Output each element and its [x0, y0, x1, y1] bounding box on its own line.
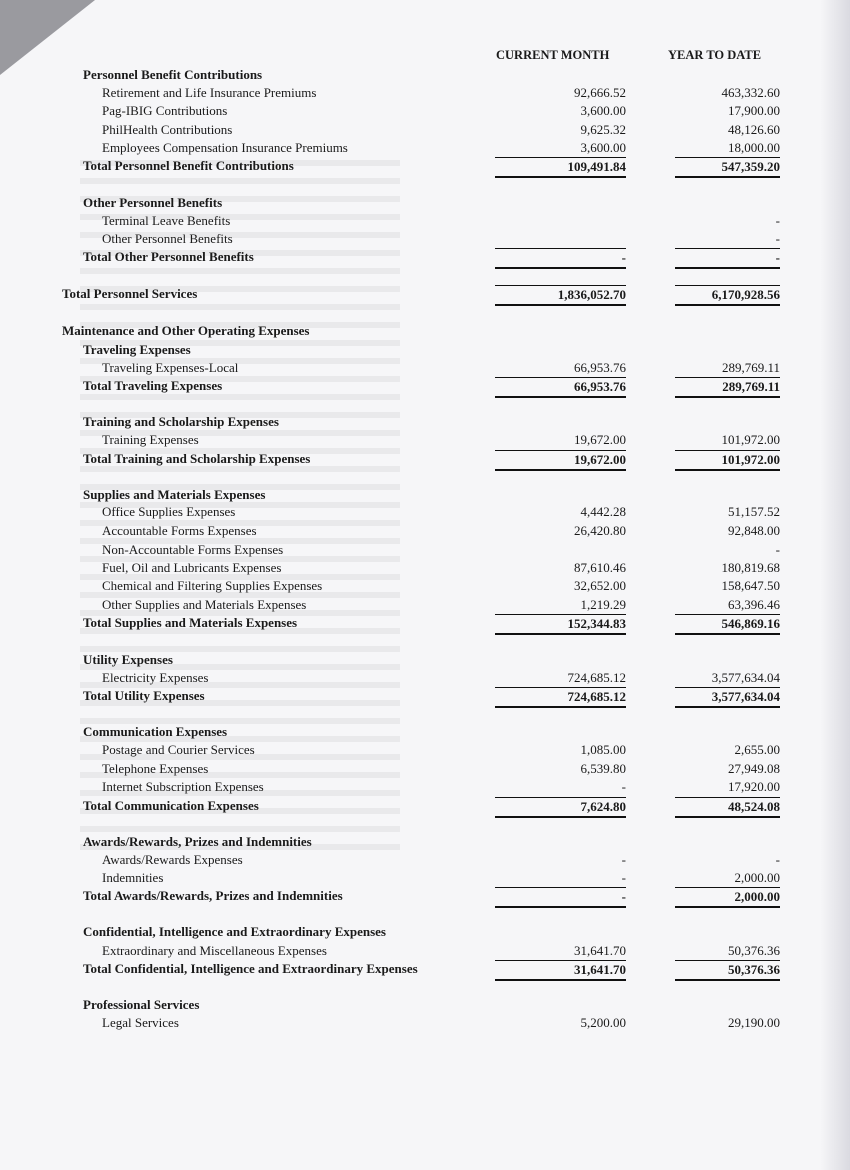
current-month-value: 1,085.00 [580, 742, 626, 757]
current-month-value: 6,539.80 [580, 761, 626, 776]
current-month-value: - [621, 870, 626, 885]
row-label: Electricity Expenses [102, 670, 209, 685]
year-to-date-value: - [775, 213, 780, 228]
line-item-row [0, 541, 850, 559]
current-month-value: 724,685.12 [495, 687, 626, 708]
section-heading-row [0, 651, 850, 669]
section-heading-row [0, 833, 850, 851]
row-label: Training and Scholarship Expenses [83, 414, 279, 429]
section-heading-row [0, 486, 850, 504]
row-label: Confidential, Intelligence and Extraordinary Expenses [83, 924, 386, 939]
total-row [0, 450, 850, 468]
row-label: Postage and Courier Services [102, 742, 255, 757]
row-label: Telephone Expenses [102, 761, 209, 776]
row-label: Non-Accountable Forms Expenses [102, 542, 284, 557]
current-month-value: - [621, 852, 626, 867]
row-label: Fuel, Oil and Lubricants Expenses [102, 560, 282, 575]
row-label: Other Personnel Benefits [102, 231, 233, 246]
row-label: Communication Expenses [83, 724, 228, 739]
year-to-date-value: - [775, 231, 780, 246]
current-month-value: 1,836,052.70 [495, 285, 626, 306]
row-label: Total Training and Scholarship Expenses [83, 451, 311, 466]
section-heading-row [0, 341, 850, 359]
row-label: Total Utility Expenses [83, 688, 205, 703]
current-month-value: 32,652.00 [574, 578, 626, 593]
row-label: Total Traveling Expenses [83, 378, 223, 393]
line-item-row [0, 431, 850, 449]
year-to-date-value: 2,000.00 [734, 870, 780, 885]
current-month-value: - [621, 779, 626, 794]
section-heading-row [0, 322, 850, 340]
current-month-value: 7,624.80 [495, 797, 626, 818]
line-item-row [0, 503, 850, 521]
year-to-date-value: 48,524.08 [675, 797, 780, 818]
current-month-value: 3,600.00 [580, 103, 626, 118]
row-label: Utility Expenses [83, 652, 173, 667]
section-heading-row [0, 66, 850, 84]
year-to-date-value: 180,819.68 [721, 560, 780, 575]
total-row [0, 797, 850, 815]
section-heading-row [0, 996, 850, 1014]
year-to-date-value: 18,000.00 [728, 140, 780, 155]
row-label: Indemnities [102, 870, 164, 885]
row-label: Supplies and Materials Expenses [83, 487, 266, 502]
year-to-date-value: 289,769.11 [721, 360, 780, 375]
row-label: Traveling Expenses-Local [102, 360, 239, 375]
folded-corner [0, 0, 95, 75]
current-month-value: 3,600.00 [580, 140, 626, 155]
year-to-date-value: 547,359.20 [675, 157, 780, 178]
row-label: Internet Subscription Expenses [102, 779, 264, 794]
row-label: PhilHealth Contributions [102, 122, 233, 137]
line-item-row [0, 778, 850, 796]
current-month-value: 1,219.29 [580, 597, 626, 612]
row-label: Total Awards/Rewards, Prizes and Indemnities [83, 888, 343, 903]
total-row [0, 614, 850, 632]
total-row [0, 377, 850, 395]
year-to-date-value: 17,900.00 [728, 103, 780, 118]
row-label: Training Expenses [102, 432, 199, 447]
current-month-value: 26,420.80 [574, 523, 626, 538]
line-item-row [0, 84, 850, 102]
header-year-to-date: YEAR TO DATE [668, 48, 762, 62]
current-month-value: 109,491.84 [495, 157, 626, 178]
row-label: Personnel Benefit Contributions [83, 67, 263, 82]
current-month-value: 724,685.12 [567, 670, 626, 685]
line-item-row [0, 559, 850, 577]
section-heading-row [0, 194, 850, 212]
current-month-value: 4,442.28 [580, 504, 626, 519]
year-to-date-value: 6,170,928.56 [675, 285, 780, 306]
year-to-date-value: 101,972.00 [721, 432, 780, 447]
total-row [0, 960, 850, 978]
line-item-row [0, 102, 850, 120]
year-to-date-value: - [775, 852, 780, 867]
row-label: Awards/Rewards Expenses [102, 852, 243, 867]
current-month-value: 87,610.46 [574, 560, 626, 575]
year-to-date-value: 2,655.00 [734, 742, 780, 757]
total-row [0, 887, 850, 905]
row-label: Awards/Rewards, Prizes and Indemnities [83, 834, 312, 849]
line-item-row [0, 230, 850, 248]
row-label: Other Supplies and Materials Expenses [102, 597, 307, 612]
row-label: Extraordinary and Miscellaneous Expenses [102, 943, 327, 958]
row-label: Employees Compensation Insurance Premiums [102, 140, 348, 155]
total-row [0, 157, 850, 175]
total-row [0, 285, 850, 303]
year-to-date-value: 63,396.46 [728, 597, 780, 612]
line-item-row [0, 669, 850, 687]
row-label: Total Communication Expenses [83, 798, 259, 813]
year-to-date-value: 546,869.16 [675, 614, 780, 635]
line-item-row [0, 359, 850, 377]
row-label: Professional Services [83, 997, 200, 1012]
row-label: Accountable Forms Expenses [102, 523, 257, 538]
line-item-row [0, 1014, 850, 1032]
current-month-value: 152,344.83 [495, 614, 626, 635]
section-heading-row [0, 723, 850, 741]
current-month-value: - [495, 887, 626, 908]
row-label: Office Supplies Expenses [102, 504, 236, 519]
line-item-row [0, 212, 850, 230]
line-item-row [0, 139, 850, 157]
year-to-date-value: 3,577,634.04 [675, 687, 780, 708]
current-month-value: 31,641.70 [574, 943, 626, 958]
row-label: Legal Services [102, 1015, 179, 1030]
section-heading-row [0, 413, 850, 431]
line-item-row [0, 851, 850, 869]
year-to-date-value: 48,126.60 [728, 122, 780, 137]
row-label: Maintenance and Other Operating Expenses [62, 323, 310, 338]
year-to-date-value: 2,000.00 [675, 887, 780, 908]
year-to-date-value: 29,190.00 [728, 1015, 780, 1030]
current-month-value: 5,200.00 [580, 1015, 626, 1030]
year-to-date-value: 50,376.36 [675, 960, 780, 981]
year-to-date-value: 50,376.36 [728, 943, 780, 958]
line-item-row [0, 741, 850, 759]
current-month-value: 66,953.76 [574, 360, 626, 375]
row-label: Terminal Leave Benefits [102, 213, 231, 228]
year-to-date-value: - [675, 248, 780, 269]
current-month-value: 66,953.76 [495, 377, 626, 398]
current-month-value: 19,672.00 [495, 450, 626, 471]
current-month-value: - [495, 248, 626, 269]
row-label: Chemical and Filtering Supplies Expenses [102, 578, 323, 593]
line-item-row [0, 577, 850, 595]
line-item-row [0, 942, 850, 960]
year-to-date-value: 158,647.50 [721, 578, 780, 593]
row-label: Other Personnel Benefits [83, 195, 223, 210]
year-to-date-value: 17,920.00 [728, 779, 780, 794]
current-month-value: 31,641.70 [495, 960, 626, 981]
year-to-date-value: 92,848.00 [728, 523, 780, 538]
line-item-row [0, 522, 850, 540]
line-item-row [0, 869, 850, 887]
row-label: Pag-IBIG Contributions [102, 103, 228, 118]
total-row [0, 687, 850, 705]
row-label: Retirement and Life Insurance Premiums [102, 85, 317, 100]
current-month-value: 9,625.32 [580, 122, 626, 137]
year-to-date-value: 51,157.52 [728, 504, 780, 519]
row-label: Total Other Personnel Benefits [83, 249, 254, 264]
row-label: Total Personnel Services [62, 286, 198, 301]
line-item-row [0, 596, 850, 614]
current-month-value: 92,666.52 [574, 85, 626, 100]
row-label: Total Personnel Benefit Contributions [83, 158, 294, 173]
year-to-date-value: 101,972.00 [675, 450, 780, 471]
year-to-date-value: 463,332.60 [721, 85, 780, 100]
line-item-row [0, 760, 850, 778]
current-month-value: 19,672.00 [574, 432, 626, 447]
header-current-month: CURRENT MONTH [496, 48, 610, 62]
line-item-row [0, 121, 850, 139]
total-row [0, 248, 850, 266]
year-to-date-value: 289,769.11 [675, 377, 780, 398]
row-label: Traveling Expenses [83, 342, 191, 357]
year-to-date-value: 3,577,634.04 [711, 670, 780, 685]
row-label: Total Confidential, Intelligence and Extraordinary Expenses [83, 961, 418, 976]
year-to-date-value: 27,949.08 [728, 761, 780, 776]
year-to-date-value: - [775, 542, 780, 557]
section-heading-row [0, 923, 850, 941]
row-label: Total Supplies and Materials Expenses [83, 615, 298, 630]
